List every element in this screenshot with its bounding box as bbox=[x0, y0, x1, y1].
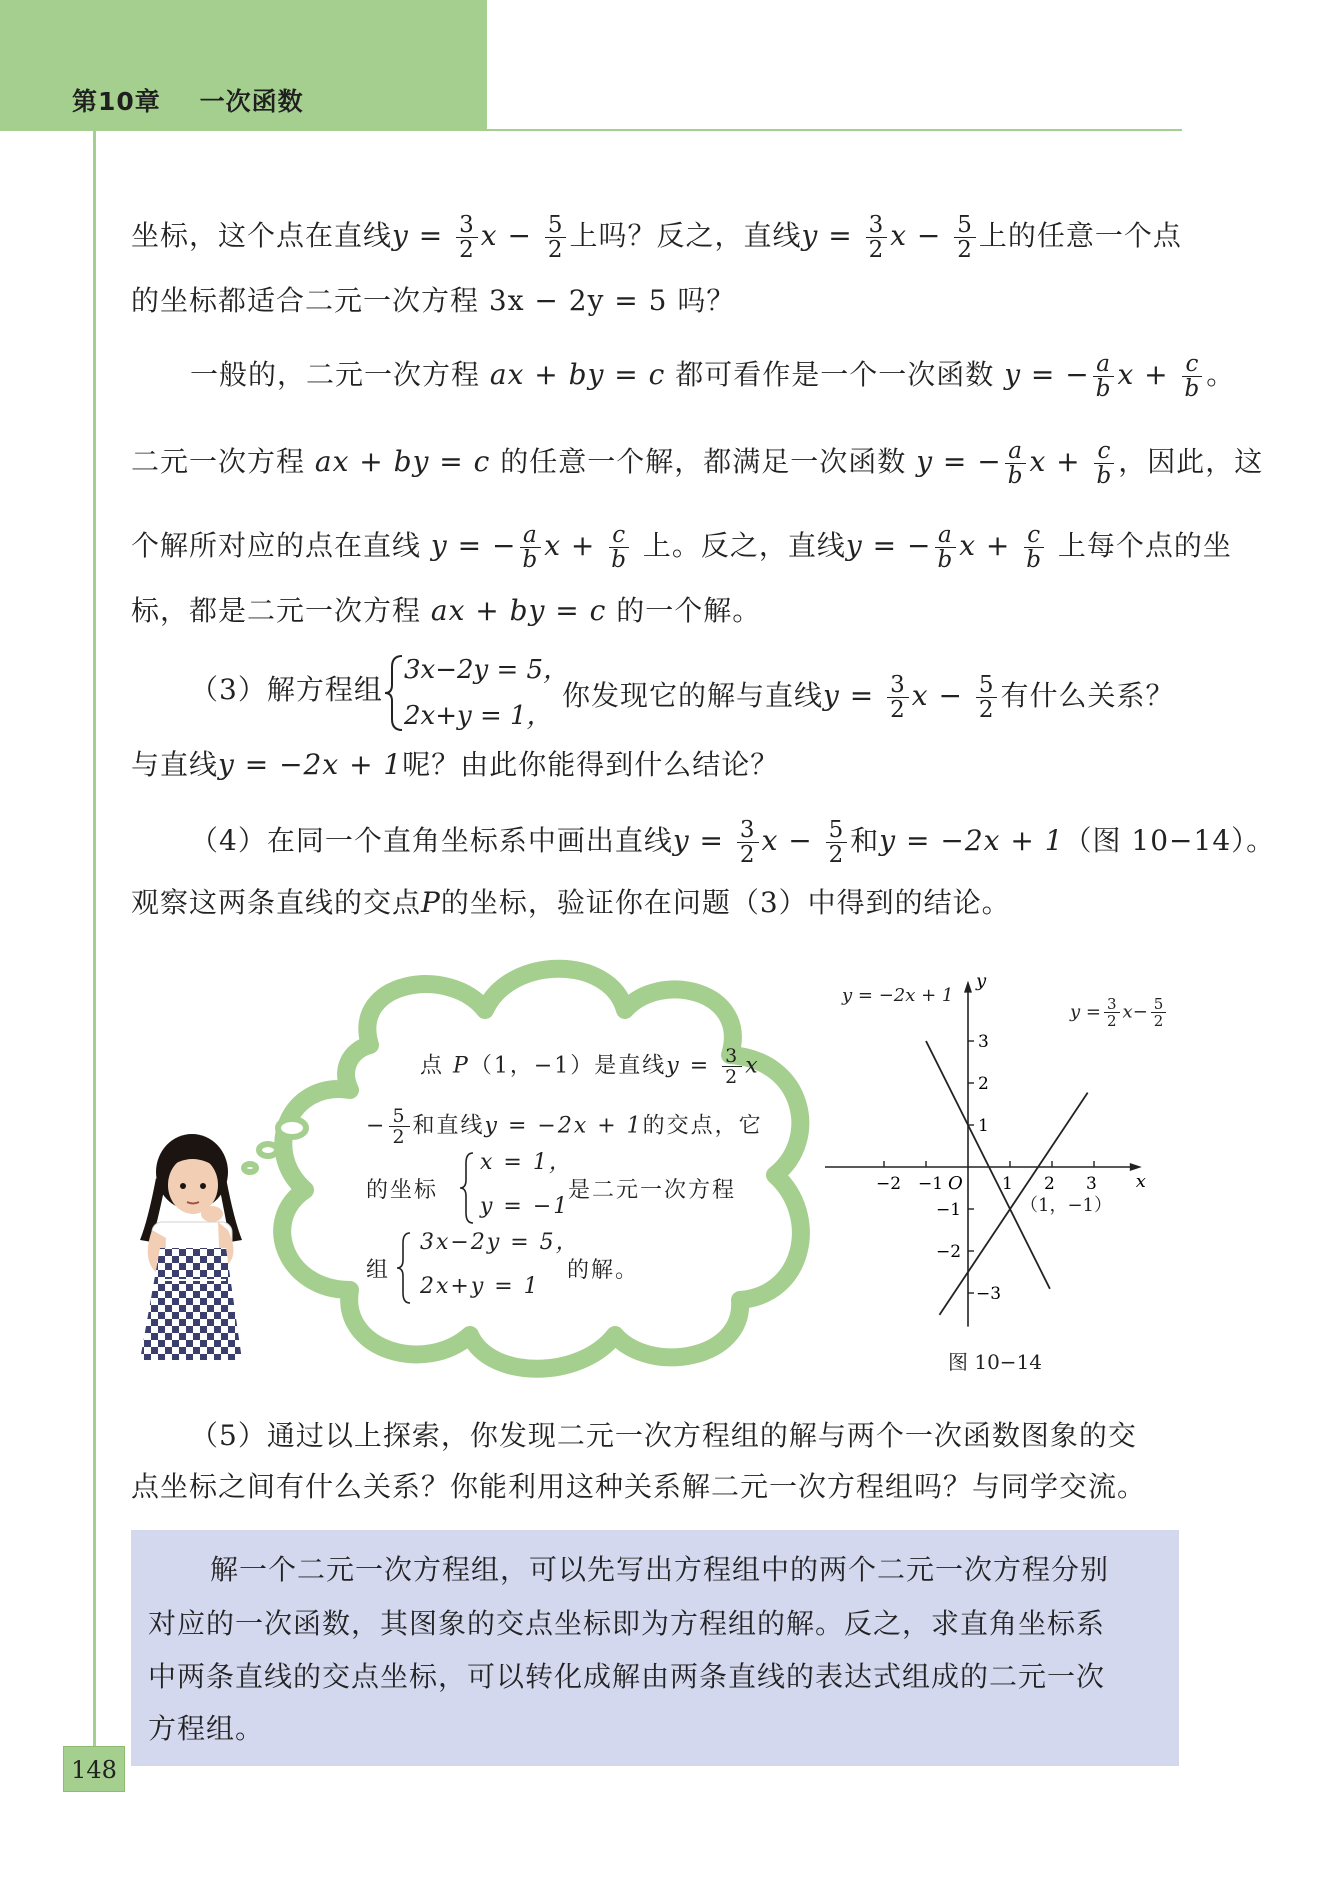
y-tick-label: 2 bbox=[978, 1074, 989, 1094]
fraction bbox=[1151, 996, 1167, 1029]
brace bbox=[458, 1150, 476, 1226]
chapter-title bbox=[72, 82, 304, 118]
math: y = −2x + 1 bbox=[879, 824, 1064, 857]
denominator: 2 bbox=[1106, 1012, 1117, 1030]
math: y = − bbox=[845, 529, 932, 562]
y-axis-label: y bbox=[976, 970, 987, 992]
fraction bbox=[1182, 352, 1204, 401]
math: x + bbox=[544, 529, 606, 562]
bubble-text: 组 bbox=[366, 1258, 391, 1283]
brace bbox=[395, 1230, 413, 1306]
paragraph-line bbox=[131, 523, 1232, 572]
numerator: 3 bbox=[456, 213, 478, 238]
math: y = −2x + 1 bbox=[218, 748, 403, 781]
fraction bbox=[737, 818, 759, 867]
bubble-text: 是二元一次方程 bbox=[568, 1178, 737, 1203]
fraction bbox=[1023, 523, 1045, 572]
numerator: c bbox=[609, 523, 629, 548]
paragraph-line: 一般的，二元一次方程 ax + by = c 都可看作是一个一次函数 y = − $\frac{a}{b}$ x + $\frac{c}{b}$ 。 bbox=[190, 351, 1236, 402]
x-tick-label: −2 bbox=[876, 1174, 902, 1194]
brace bbox=[382, 653, 406, 733]
math: y = bbox=[1070, 1001, 1101, 1023]
numerator: 5 bbox=[954, 213, 976, 238]
paragraph-line bbox=[131, 439, 1263, 488]
denominator: 2 bbox=[1153, 1012, 1164, 1030]
numerator: 5 bbox=[976, 673, 998, 698]
denominator: b bbox=[611, 547, 627, 573]
text: （1，−1）是直线 bbox=[469, 1053, 667, 1079]
origin-label: O bbox=[948, 1173, 963, 1194]
bubble-text: 的坐标 bbox=[366, 1178, 439, 1203]
math: x + bbox=[959, 529, 1021, 562]
summary-line: 方程组。 bbox=[148, 1712, 265, 1745]
math: y = − bbox=[916, 445, 1002, 478]
x-axis-label: x bbox=[1135, 1171, 1146, 1192]
math: ax + by = c bbox=[314, 445, 491, 478]
summary-line: 对应的一次函数，其图象的交点坐标即为方程组的解。反之，求直角坐标系 bbox=[148, 1607, 1106, 1640]
text: 标，都是二元一次方程 bbox=[131, 594, 422, 627]
denominator: b bbox=[1007, 463, 1024, 489]
text: （图 10−14）。 bbox=[1063, 824, 1276, 857]
math: y = bbox=[823, 679, 885, 712]
text: 观察这两条直线的交点 bbox=[131, 886, 422, 919]
fraction bbox=[545, 213, 567, 262]
paragraph-line: （5）通过以上探索，你发现二元一次方程组的解与两个一次函数图象的交 bbox=[190, 1419, 1137, 1452]
math: y = −2x + 1 bbox=[484, 1113, 643, 1139]
bubble-text: 2x+y = 1 bbox=[420, 1274, 540, 1299]
numerator: c bbox=[1094, 439, 1114, 464]
y-tick-label: −3 bbox=[976, 1284, 1002, 1304]
denominator: 2 bbox=[978, 697, 995, 723]
page-number: 148 bbox=[71, 1756, 117, 1784]
numerator: a bbox=[1093, 352, 1114, 377]
math: x bbox=[745, 1053, 760, 1079]
math: P bbox=[453, 1053, 470, 1079]
y-tick-label: 3 bbox=[978, 1032, 989, 1052]
bubble-line bbox=[420, 1046, 760, 1087]
fraction bbox=[389, 1106, 409, 1147]
text: 个解所对应的点在直线 bbox=[131, 529, 422, 562]
text: 你发现它的解与直线 bbox=[562, 679, 824, 712]
fraction bbox=[1005, 439, 1027, 488]
denominator: b bbox=[1096, 463, 1113, 489]
denominator: 2 bbox=[739, 842, 756, 868]
fraction bbox=[608, 523, 630, 572]
math: x − bbox=[890, 219, 952, 252]
math: y = bbox=[672, 824, 734, 857]
denominator: 2 bbox=[868, 237, 885, 263]
numerator: a bbox=[1005, 439, 1026, 464]
numerator: 3 bbox=[737, 818, 759, 843]
paragraph-line bbox=[190, 818, 1275, 867]
denominator: b bbox=[1184, 376, 1201, 402]
math: x bbox=[1122, 1001, 1133, 1023]
text: 点 bbox=[420, 1053, 445, 1079]
y-tick-label: −1 bbox=[936, 1200, 962, 1220]
system-eq-2: 2x+y = 1， bbox=[404, 701, 553, 731]
fraction bbox=[456, 213, 478, 262]
text: ， bbox=[1118, 445, 1148, 478]
fraction bbox=[1093, 352, 1115, 401]
text: 一般的，二元一次方程 bbox=[190, 358, 481, 391]
math: y = bbox=[666, 1053, 720, 1079]
text: 因此，这 bbox=[1147, 445, 1264, 478]
text: 上的任意一个点 bbox=[978, 219, 1182, 252]
denominator: 2 bbox=[957, 237, 973, 263]
fraction bbox=[866, 213, 888, 262]
summary-line: 解一个二元一次方程组，可以先写出方程组中的两个二元一次方程分别 bbox=[210, 1553, 1110, 1586]
math: y = − bbox=[1004, 358, 1090, 391]
paragraph-line bbox=[131, 213, 1182, 262]
numerator: 3 bbox=[1104, 996, 1120, 1013]
x-tick-label: 3 bbox=[1086, 1174, 1097, 1194]
math: P bbox=[421, 886, 441, 919]
denominator: 2 bbox=[547, 237, 564, 263]
text: 二元一次方程 bbox=[131, 445, 306, 478]
math: ax + by = c bbox=[430, 594, 607, 627]
denominator: 2 bbox=[725, 1066, 740, 1088]
paragraph-line bbox=[131, 594, 761, 628]
system-eq-1: 3x−2y = 5， bbox=[404, 655, 570, 685]
text: 的一个解。 bbox=[616, 594, 762, 627]
paragraph-line: 点坐标之间有什么关系？你能利用这种关系解二元一次方程组吗？与同学交流。 bbox=[131, 1470, 1147, 1503]
text: 上吗？反之，直线 bbox=[569, 219, 802, 252]
bubble-text: x = 1， bbox=[480, 1150, 573, 1175]
numerator: c bbox=[1182, 352, 1202, 377]
fraction bbox=[826, 818, 848, 867]
math: x − bbox=[911, 679, 973, 712]
denominator: b bbox=[522, 547, 539, 573]
text: 和直线 bbox=[412, 1113, 485, 1139]
fraction bbox=[722, 1046, 742, 1087]
numerator: 3 bbox=[866, 213, 888, 238]
x-tick-label: 1 bbox=[1002, 1174, 1013, 1194]
text: 上每个点的坐 bbox=[1057, 529, 1232, 562]
text: 坐标，这个点在直线 bbox=[131, 219, 393, 252]
paragraph-line bbox=[131, 886, 1011, 920]
x-tick-label: −1 bbox=[918, 1174, 944, 1194]
math: y = − bbox=[430, 529, 517, 562]
x-axis-arrow bbox=[1130, 1163, 1142, 1171]
fraction bbox=[887, 673, 909, 722]
girl-illustration bbox=[130, 1130, 270, 1360]
text: 呢？由此你能得到什么结论？ bbox=[402, 748, 780, 781]
header-rule bbox=[487, 129, 1182, 131]
numerator: 3 bbox=[887, 673, 909, 698]
fraction bbox=[519, 523, 541, 572]
numerator: a bbox=[520, 523, 541, 548]
numerator: 5 bbox=[389, 1106, 409, 1127]
math: x + bbox=[1117, 358, 1179, 391]
line2-label: y = −2x + 1 bbox=[842, 985, 954, 1006]
denominator: 2 bbox=[459, 237, 475, 263]
bubble-text: y = −1 bbox=[480, 1194, 570, 1219]
y-tick-label: 1 bbox=[978, 1116, 989, 1136]
text: 的任意一个解，都满足一次函数 bbox=[500, 445, 907, 478]
numerator: c bbox=[1024, 523, 1044, 548]
math: y = bbox=[801, 219, 863, 252]
denominator: b bbox=[1026, 547, 1042, 573]
numerator: 5 bbox=[545, 213, 567, 238]
margin-rule bbox=[93, 131, 96, 1751]
text: 上。反之，直线 bbox=[642, 529, 846, 562]
text: 的坐标，验证你在问题（3）中得到的结论。 bbox=[440, 886, 1011, 919]
paragraph-line bbox=[131, 748, 779, 782]
y-tick-label: −2 bbox=[936, 1242, 962, 1262]
denominator: b bbox=[1095, 376, 1112, 402]
text: 的交点，它 bbox=[642, 1113, 763, 1139]
fraction bbox=[976, 673, 998, 722]
text: 有什么关系？ bbox=[1000, 679, 1175, 712]
numerator: 5 bbox=[826, 818, 848, 843]
math: ax + by = c bbox=[489, 358, 666, 391]
math: x − bbox=[761, 824, 823, 857]
denominator: b bbox=[937, 547, 954, 573]
denominator: 2 bbox=[392, 1126, 407, 1148]
denominator: 2 bbox=[890, 697, 906, 723]
figure-caption: 图 10−14 bbox=[948, 1350, 1043, 1374]
chapter-number: 第10章 bbox=[72, 87, 161, 116]
question-3-label: （3）解方程组 bbox=[190, 673, 383, 706]
chapter-name: 一次函数 bbox=[199, 87, 304, 116]
fraction bbox=[1104, 996, 1120, 1029]
fraction bbox=[954, 213, 976, 262]
y-axis-arrow bbox=[964, 981, 972, 993]
x-tick-label: 2 bbox=[1044, 1174, 1055, 1194]
summary-line: 中两条直线的交点坐标，可以转化成解由两条直线的表达式组成的二元一次 bbox=[148, 1660, 1106, 1693]
text: （4）在同一个直角坐标系中画出直线 bbox=[190, 824, 673, 857]
numerator: a bbox=[935, 523, 956, 548]
fraction bbox=[934, 523, 956, 572]
numerator: 3 bbox=[722, 1046, 742, 1067]
math: x + bbox=[1029, 445, 1091, 478]
fraction bbox=[1094, 439, 1116, 488]
bubble-text: 3x−2y = 5， bbox=[420, 1230, 580, 1255]
math: x − bbox=[480, 219, 542, 252]
denominator: 2 bbox=[828, 842, 845, 868]
bubble-text: 的解。 bbox=[567, 1258, 640, 1283]
math: y = bbox=[392, 219, 454, 252]
numerator: 5 bbox=[1151, 996, 1167, 1013]
paragraph-line: 的坐标都适合二元一次方程 3x − 2y = 5 吗？ bbox=[131, 284, 736, 317]
text: 都可看作是一个一次函数 bbox=[675, 358, 995, 391]
intersection-label: （1，−1） bbox=[1020, 1195, 1112, 1216]
bubble-line: − $\frac{5}{2}$ 和直线y = −2x + 1的交点，它 bbox=[366, 1105, 763, 1148]
text: 和 bbox=[850, 824, 880, 857]
paragraph-line bbox=[562, 673, 1174, 722]
text: 与直线 bbox=[131, 748, 219, 781]
line1-label: y = $\frac{3}{2}$ x− $\frac{5}{2}$ bbox=[1070, 996, 1169, 1029]
